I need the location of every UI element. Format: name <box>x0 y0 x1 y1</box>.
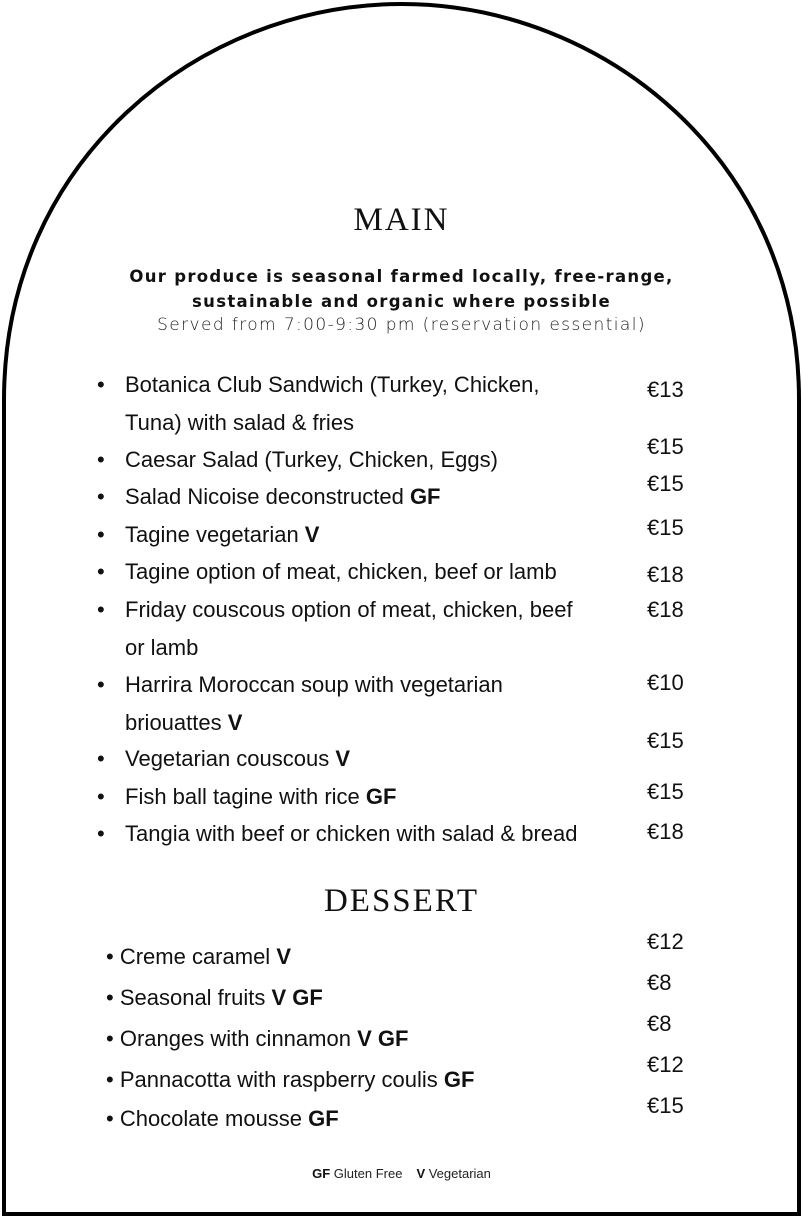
produce-statement <box>0 264 803 314</box>
menu-item <box>97 441 630 479</box>
menu-item-name-line-2 <box>125 704 630 742</box>
bullet-icon: • <box>97 484 105 509</box>
menu-item <box>97 366 630 441</box>
dessert-item-price: €12 <box>647 1052 684 1077</box>
dessert-item-name: Seasonal fruits <box>119 985 272 1010</box>
menu-item <box>97 815 645 853</box>
dietary-legend <box>0 1166 803 1181</box>
menu-item-name: Fish ball tagine with rice <box>125 784 366 809</box>
menu-item <box>97 740 630 778</box>
bullet-icon: • <box>97 672 105 697</box>
dessert-item-name: Chocolate mousse <box>119 1106 309 1131</box>
dessert-section-title: DESSERT <box>323 883 480 919</box>
dietary-tag: GF <box>365 784 397 809</box>
dietary-tag: V <box>335 746 351 771</box>
menu-item-name: Tagine vegetarian <box>125 522 305 547</box>
dessert-item-price: €15 <box>647 1093 684 1118</box>
menu-item <box>97 591 630 666</box>
bullet-icon: • <box>97 597 105 622</box>
produce-statement-line-2: sustainable and organic where possible <box>192 292 611 311</box>
bullet-icon: • <box>97 522 105 547</box>
menu-item-name-line-2: Tuna) with salad & fries <box>125 409 355 435</box>
dessert-item-price: €8 <box>647 1011 672 1036</box>
bullet-icon: • <box>97 447 105 472</box>
menu-item <box>97 778 630 816</box>
bullet-icon: • <box>97 821 105 846</box>
dietary-tag: GF <box>443 1067 475 1092</box>
dessert-item-name: Pannacotta with raspberry coulis <box>119 1067 444 1092</box>
dessert-item <box>106 983 323 1013</box>
dessert-item-name: Oranges with cinnamon <box>119 1026 358 1051</box>
dietary-tag: V <box>304 522 320 547</box>
menu-item-name: Salad Nicoise deconstructed <box>125 484 410 509</box>
menu-item <box>97 516 630 554</box>
produce-statement-line-1: Our produce is seasonal farmed locally, free-range, <box>129 267 674 286</box>
menu-item-name-line-1: Friday couscous option of meat, chicken, beef <box>125 597 573 622</box>
menu-item-price: €18 <box>647 597 684 622</box>
dietary-tag: GF <box>409 484 441 509</box>
menu-item-price: €15 <box>647 515 684 540</box>
dietary-tag: V GF <box>357 1026 409 1051</box>
dessert-item <box>106 1024 408 1054</box>
legend-v-label: Vegetarian <box>425 1166 491 1181</box>
bullet-icon: • <box>106 1026 114 1051</box>
menu-item-name-line-1: Botanica Club Sandwich (Turkey, Chicken, <box>125 372 540 397</box>
serving-hours: Served from 7:00-9:30 pm (reservation essential) <box>157 315 646 335</box>
dietary-tag: V <box>227 709 243 735</box>
dietary-tag: GF <box>308 1106 339 1131</box>
bullet-icon: • <box>97 746 105 771</box>
dessert-item-price: €8 <box>647 970 672 995</box>
dietary-tag: V <box>276 944 291 969</box>
menu-item-price: €18 <box>647 819 684 844</box>
menu-item-price: €13 <box>647 377 684 402</box>
bullet-icon: • <box>97 372 105 397</box>
menu-item-name: Tangia with beef or chicken with salad & bread <box>125 821 578 846</box>
menu-item-price: €15 <box>647 434 684 459</box>
bullet-icon: • <box>106 1106 114 1131</box>
menu-item-name: Vegetarian couscous <box>125 746 336 771</box>
menu-item-name-text: briouattes <box>125 709 228 735</box>
dessert-item <box>106 1104 339 1134</box>
menu-item-price: €15 <box>647 471 684 496</box>
bullet-icon: • <box>106 944 114 969</box>
menu-item <box>97 666 630 741</box>
bullet-icon: • <box>97 559 105 584</box>
menu-item-name: Tagine option of meat, chicken, beef or lamb <box>125 559 557 584</box>
dietary-tag: V GF <box>271 985 323 1010</box>
dessert-item-price: €12 <box>647 929 684 954</box>
dessert-item <box>106 942 291 972</box>
menu-item-price: €15 <box>647 728 684 753</box>
bullet-icon: • <box>106 985 114 1010</box>
legend-gf-label: Gluten Free <box>330 1166 403 1181</box>
menu-item-name-line-2: or lamb <box>125 634 199 660</box>
legend-gf-key: GF <box>312 1166 331 1181</box>
main-section-title: MAIN <box>353 202 450 238</box>
menu-item-name: Caesar Salad (Turkey, Chicken, Eggs) <box>125 447 498 472</box>
dessert-item-name: Creme caramel <box>119 944 277 969</box>
bullet-icon: • <box>106 1067 114 1092</box>
menu-item-name-line-1: Harrira Moroccan soup with vegetarian <box>125 672 503 697</box>
legend-v-key: V <box>416 1166 426 1181</box>
menu-item <box>97 478 630 516</box>
menu-item-price: €15 <box>647 779 684 804</box>
dessert-item <box>106 1065 474 1095</box>
menu-item-price: €18 <box>647 562 684 587</box>
menu-item <box>97 553 630 591</box>
menu-item-price: €10 <box>647 670 684 695</box>
bullet-icon: • <box>97 784 105 809</box>
